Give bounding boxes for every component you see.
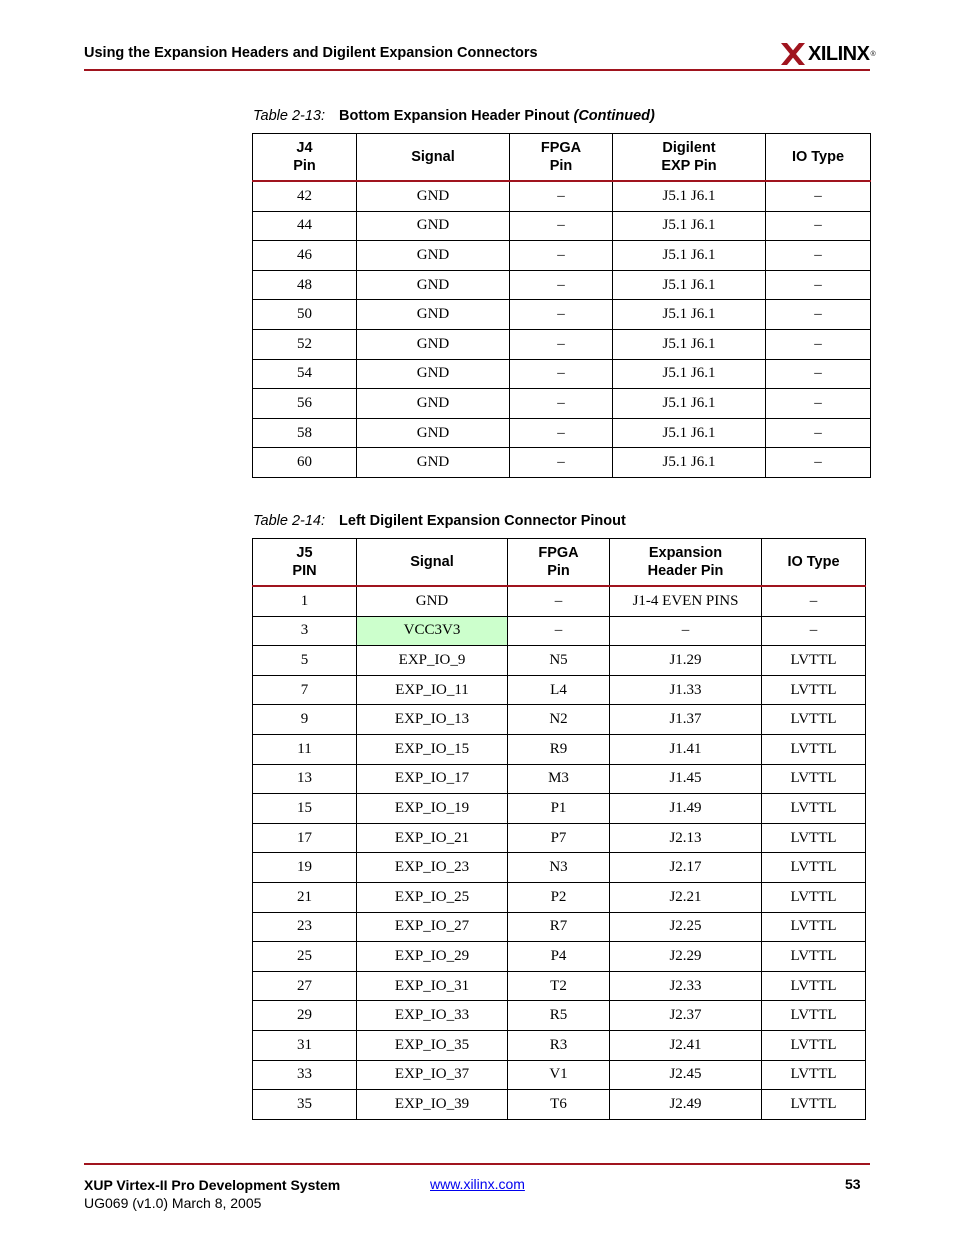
header-label: Digilent (662, 140, 716, 156)
table-cell: – (510, 300, 613, 330)
table2-header-col-3 (610, 539, 762, 587)
header-label: J4 (296, 140, 313, 156)
table-cell: – (766, 241, 871, 271)
table2-caption-number: Table 2-14: (253, 513, 326, 529)
table-row (253, 448, 871, 478)
table2-body (253, 586, 866, 1119)
header-label: IO Type (787, 554, 840, 570)
table-row (253, 764, 866, 794)
table-cell: – (510, 418, 613, 448)
table-cell: GND (357, 181, 510, 211)
table1-caption-number: Table 2-13: (253, 108, 326, 124)
table-cell: V1 (508, 1060, 610, 1090)
table-cell: EXP_IO_31 (357, 971, 508, 1001)
table-cell: LVTTL (762, 705, 866, 735)
table1-header-col-4 (766, 134, 871, 182)
table-cell: LVTTL (762, 646, 866, 676)
table-cell: P2 (508, 882, 610, 912)
table2-header-col-1 (357, 539, 508, 587)
table-cell: J2.45 (610, 1060, 762, 1090)
table-cell: N3 (508, 853, 610, 883)
table-cell: J5.1 J6.1 (613, 241, 766, 271)
logo-text: XILINX (808, 42, 870, 65)
table-cell: J1.37 (610, 705, 762, 735)
table-cell: GND (357, 241, 510, 271)
bottom-expansion-header-table (252, 133, 871, 478)
table-cell: GND (357, 270, 510, 300)
table-row (253, 359, 871, 389)
table-cell: LVTTL (762, 764, 866, 794)
table2-header-col-2 (508, 539, 610, 587)
table-cell: J5.1 J6.1 (613, 448, 766, 478)
table-cell: – (508, 586, 610, 616)
table-cell: R3 (508, 1030, 610, 1060)
table-cell: – (766, 181, 871, 211)
table-cell: J2.37 (610, 1001, 762, 1031)
table-cell: EXP_IO_17 (357, 764, 508, 794)
page-number: 53 (845, 1176, 861, 1192)
table-cell: EXP_IO_11 (357, 675, 508, 705)
table-cell: – (766, 389, 871, 419)
table-cell: – (510, 389, 613, 419)
table-cell: – (610, 616, 762, 646)
table-cell: GND (357, 389, 510, 419)
table-row (253, 675, 866, 705)
table-cell: – (766, 300, 871, 330)
header-label: Pin (547, 563, 570, 579)
xilinx-logo (781, 40, 876, 68)
table-row (253, 853, 866, 883)
header-label: FPGA (538, 545, 579, 561)
table-cell: N2 (508, 705, 610, 735)
table-cell: J2.21 (610, 882, 762, 912)
table-row (253, 418, 871, 448)
table-cell: P7 (508, 823, 610, 853)
table2-caption-title: Left Digilent Expansion Connector Pinout (339, 513, 626, 529)
table-cell: – (766, 448, 871, 478)
table-cell: L4 (508, 675, 610, 705)
table2-caption (253, 513, 626, 529)
table-cell: EXP_IO_27 (357, 912, 508, 942)
table-cell: R5 (508, 1001, 610, 1031)
registered-mark: ® (870, 50, 876, 58)
table-cell: P4 (508, 942, 610, 972)
table-cell: EXP_IO_15 (357, 734, 508, 764)
left-digilent-connector-table (252, 538, 866, 1120)
table-cell: J1.29 (610, 646, 762, 676)
table1-header-col-0 (253, 134, 357, 182)
table-cell: LVTTL (762, 675, 866, 705)
table-cell: 29 (253, 1001, 357, 1031)
table-cell: EXP_IO_25 (357, 882, 508, 912)
table-cell: J5.1 J6.1 (613, 329, 766, 359)
table-row (253, 389, 871, 419)
table-cell: EXP_IO_13 (357, 705, 508, 735)
table-cell: EXP_IO_19 (357, 794, 508, 824)
table-cell: – (766, 359, 871, 389)
table-cell: GND (357, 300, 510, 330)
table-cell: 21 (253, 882, 357, 912)
table-cell: GND (357, 586, 508, 616)
table-cell: – (510, 211, 613, 241)
table-cell: 9 (253, 705, 357, 735)
table-cell: 50 (253, 300, 357, 330)
table1-caption (253, 108, 655, 124)
footer-doc-id: UG069 (v1.0) March 8, 2005 (84, 1195, 262, 1211)
table-cell: J2.17 (610, 853, 762, 883)
table-cell: J5.1 J6.1 (613, 418, 766, 448)
footer-info (84, 1176, 340, 1212)
header-label: Header Pin (647, 563, 724, 579)
table-row (253, 586, 866, 616)
table-cell: 33 (253, 1060, 357, 1090)
table-row (253, 705, 866, 735)
table-cell: EXP_IO_21 (357, 823, 508, 853)
header-label: EXP Pin (661, 158, 717, 174)
table-cell: EXP_IO_33 (357, 1001, 508, 1031)
table-cell: 44 (253, 211, 357, 241)
table-cell: J1.49 (610, 794, 762, 824)
table-cell: – (766, 329, 871, 359)
header-label: Signal (410, 554, 454, 570)
table-cell: 48 (253, 270, 357, 300)
running-header: Using the Expansion Headers and Digilent Expansion Connectors (84, 45, 538, 61)
table2-header-col-4 (762, 539, 866, 587)
table-cell: GND (357, 418, 510, 448)
table-cell: 46 (253, 241, 357, 271)
table-cell: LVTTL (762, 912, 866, 942)
table-cell: GND (357, 329, 510, 359)
table1-header-col-3 (613, 134, 766, 182)
table-row (253, 971, 866, 1001)
table-row (253, 1001, 866, 1031)
table-cell: – (510, 241, 613, 271)
table-cell: R7 (508, 912, 610, 942)
table-row (253, 646, 866, 676)
table-row (253, 734, 866, 764)
table-cell: J2.49 (610, 1090, 762, 1120)
header-label: IO Type (791, 149, 845, 165)
table-row (253, 616, 866, 646)
table-row (253, 211, 871, 241)
table1-body (253, 181, 871, 477)
header-label: Expansion (648, 545, 723, 561)
table-cell: 56 (253, 389, 357, 419)
table-row (253, 1090, 866, 1120)
table-row (253, 300, 871, 330)
table-cell: J2.41 (610, 1030, 762, 1060)
table-cell: J5.1 J6.1 (613, 389, 766, 419)
table-row (253, 241, 871, 271)
table-cell: – (508, 616, 610, 646)
table-cell: J5.1 J6.1 (613, 359, 766, 389)
table-cell: 17 (253, 823, 357, 853)
xilinx-mark-icon (781, 43, 805, 65)
table-cell: – (762, 616, 866, 646)
table-cell: 27 (253, 971, 357, 1001)
table-cell: LVTTL (762, 853, 866, 883)
table-cell: LVTTL (762, 1090, 866, 1120)
table-cell: GND (357, 211, 510, 241)
table-cell: 31 (253, 1030, 357, 1060)
table-cell: – (510, 359, 613, 389)
table-cell: J1.33 (610, 675, 762, 705)
table-cell: – (510, 270, 613, 300)
table-cell: 54 (253, 359, 357, 389)
table-cell: J1-4 EVEN PINS (610, 586, 762, 616)
table-cell: J2.33 (610, 971, 762, 1001)
table-cell: GND (357, 448, 510, 478)
table-cell: – (510, 181, 613, 211)
table1-caption-title: Bottom Expansion Header Pinout (339, 108, 570, 124)
header-label: Pin (549, 158, 573, 174)
table-cell: 58 (253, 418, 357, 448)
table-cell: J5.1 J6.1 (613, 300, 766, 330)
table-cell: LVTTL (762, 1060, 866, 1090)
table-row (253, 329, 871, 359)
table-cell: GND (357, 359, 510, 389)
table-cell: 35 (253, 1090, 357, 1120)
table-cell: J1.45 (610, 764, 762, 794)
table-row (253, 942, 866, 972)
table-cell: T6 (508, 1090, 610, 1120)
table-cell: EXP_IO_37 (357, 1060, 508, 1090)
table-cell: LVTTL (762, 823, 866, 853)
header-rule (84, 69, 870, 71)
table-cell: – (510, 329, 613, 359)
table-cell: 11 (253, 734, 357, 764)
table-cell: EXP_IO_9 (357, 646, 508, 676)
table-cell: 25 (253, 942, 357, 972)
table-cell: – (766, 270, 871, 300)
header-label: Pin (293, 158, 316, 174)
table1-head (253, 134, 871, 182)
table-cell: J5.1 J6.1 (613, 211, 766, 241)
header-label: FPGA (540, 140, 582, 156)
table-cell: 23 (253, 912, 357, 942)
table-cell: EXP_IO_29 (357, 942, 508, 972)
table-cell: J2.29 (610, 942, 762, 972)
table2-head (253, 539, 866, 587)
table-cell: LVTTL (762, 1001, 866, 1031)
table-row (253, 270, 871, 300)
table-cell: J1.41 (610, 734, 762, 764)
header-label: Signal (411, 149, 455, 165)
table-cell: – (766, 418, 871, 448)
table1-header-col-2 (510, 134, 613, 182)
table2-header-col-0 (253, 539, 357, 587)
table-cell: 5 (253, 646, 357, 676)
table-cell: LVTTL (762, 1030, 866, 1060)
table-row (253, 1060, 866, 1090)
footer-product: XUP Virtex-II Pro Development System (84, 1177, 341, 1193)
table1-header-col-1 (357, 134, 510, 182)
table-cell: J2.25 (610, 912, 762, 942)
table-cell: LVTTL (762, 794, 866, 824)
table-row (253, 882, 866, 912)
table-cell: J2.13 (610, 823, 762, 853)
table-cell: N5 (508, 646, 610, 676)
table-cell: 13 (253, 764, 357, 794)
highlighted-cell: VCC3V3 (357, 616, 508, 646)
table-cell: 52 (253, 329, 357, 359)
table-cell: EXP_IO_39 (357, 1090, 508, 1120)
table-cell: 19 (253, 853, 357, 883)
table-cell: 42 (253, 181, 357, 211)
table-cell: 3 (253, 616, 357, 646)
table-cell: 60 (253, 448, 357, 478)
table-cell: J5.1 J6.1 (613, 270, 766, 300)
table-row (253, 823, 866, 853)
table-row (253, 181, 871, 211)
table-cell: EXP_IO_23 (357, 853, 508, 883)
header-label: J5 (296, 545, 313, 561)
table-row (253, 912, 866, 942)
table-cell: M3 (508, 764, 610, 794)
footer-website-link[interactable]: www.xilinx.com (430, 1176, 525, 1192)
table-cell: 1 (253, 586, 357, 616)
table-cell: R9 (508, 734, 610, 764)
table-row (253, 794, 866, 824)
table-cell: EXP_IO_35 (357, 1030, 508, 1060)
table-cell: 7 (253, 675, 357, 705)
table-cell: T2 (508, 971, 610, 1001)
header-label: PIN (292, 563, 317, 579)
table-cell: LVTTL (762, 734, 866, 764)
table-cell: J5.1 J6.1 (613, 181, 766, 211)
table-cell: LVTTL (762, 942, 866, 972)
table-cell: 15 (253, 794, 357, 824)
table-cell: P1 (508, 794, 610, 824)
table-row (253, 1030, 866, 1060)
table1-caption-suffix: (Continued) (573, 108, 655, 124)
table-cell: LVTTL (762, 971, 866, 1001)
table-cell: – (762, 586, 866, 616)
table-cell: – (510, 448, 613, 478)
footer-rule (84, 1163, 870, 1165)
table-cell: LVTTL (762, 882, 866, 912)
table-cell: – (766, 211, 871, 241)
